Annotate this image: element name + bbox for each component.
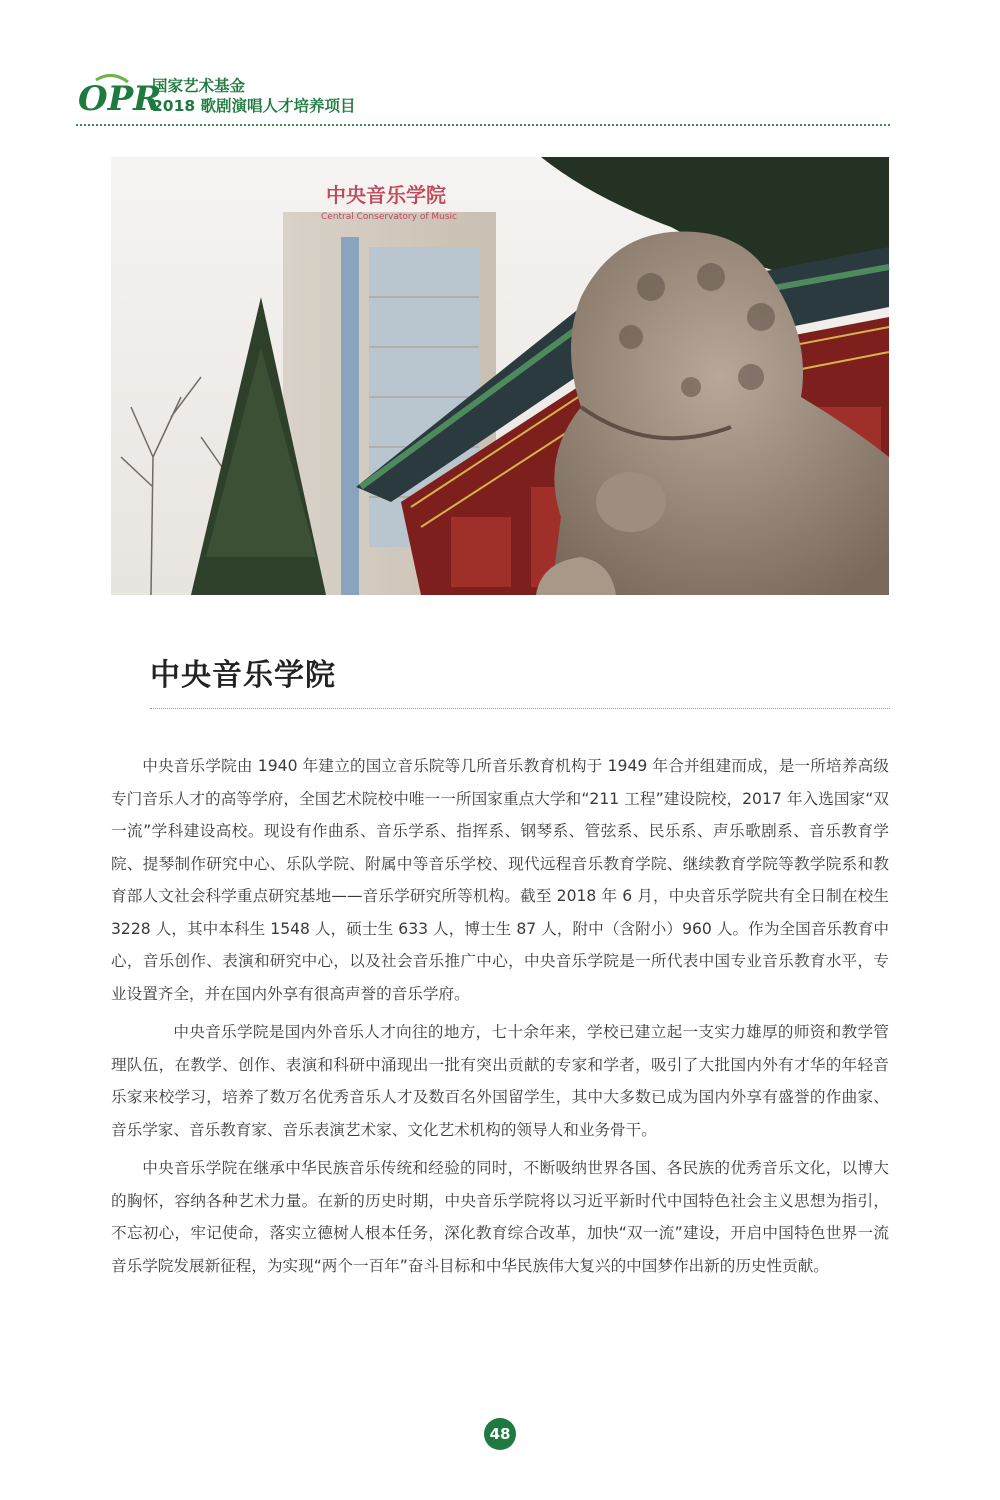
paragraph: 中央音乐学院是国内外音乐人才向往的地方，七十余年来，学校已建立起一支实力雄厚的师资和教学管理队伍，在教学、创作、表演和科研中涌现出一批有突出贡献的专家和学者，吸引了大批国内外有才华的年轻音乐家来校学习，培养了数万名优秀音乐人才及数百名外国留学生，其中大多数已成为国内外享有盛誉的作曲家、音乐学家、音乐教育家、音乐表演艺术家、文化艺术机构的领导人和业务骨干。 — [111, 1023, 889, 1139]
title-divider — [150, 708, 890, 709]
article-title: 中央音乐学院 — [150, 658, 336, 693]
article-body — [111, 750, 889, 1288]
header-line-1: 国家艺术基金 — [152, 77, 246, 95]
header-divider — [76, 124, 890, 126]
header-title — [152, 76, 356, 116]
building-sign-cn: 中央音乐学院 — [326, 183, 446, 207]
building-sign-en: Central Conservatory of Music — [321, 212, 457, 222]
campus-photo — [111, 157, 889, 595]
page-number-badge: 48 — [484, 1418, 516, 1450]
opera-logo-icon — [76, 70, 162, 119]
paragraph: 中央音乐学院由 1940 年建立的国立音乐院等几所音乐教育机构于 1949 年合并组建而成，是一所培养高级专门音乐人才的高等学府，全国艺术院校中唯一一所国家重点大学和“211 工程”建设院校，2017 年入选国家“双一流”学科建设高校。现设有作曲系、音乐学系、指挥系、钢琴系、管弦系、民乐系、声乐歌剧系、音乐教育学院、提琴制作研究中心、乐队学院、附属中等音乐学校、现代远程音乐教育学院、继续教育学院等教学院系和教育部人文社会科学重点研究基地——音乐学研究所等机构。截至 2018 年 6 月，中央音乐学院共有全日制在校生 3228 人，其中本科生 1548 人，硕士生 633 人，博士生 87 人，附中（含附小）960 人。作为全国音乐教育中心，音乐创作、表演和研究中心，以及社会音乐推广中心，中央音乐学院是一所代表中国专业音乐教育水平，专业设置齐全，并在国内外享有很高声誉的音乐学府。 — [111, 757, 889, 1003]
paragraph: 中央音乐学院在继承中华民族音乐传统和经验的同时，不断吸纳世界各国、各民族的优秀音乐文化，以博大的胸怀，容纳各种艺术力量。在新的历史时期，中央音乐学院将以习近平新时代中国特色社会主义思想为指引，不忘初心，牢记使命，落实立德树人根本任务，深化教育综合改革，加快“双一流”建设，开启中国特色世界一流音乐学院发展新征程，为实现“两个一百年”奋斗目标和中华民族伟大复兴的中国梦作出新的历史性贡献。 — [111, 1159, 889, 1275]
logo-letters: OPR — [78, 79, 162, 119]
header-line-2: 2018 歌剧演唱人才培养项目 — [152, 97, 356, 115]
page-header — [76, 70, 890, 128]
